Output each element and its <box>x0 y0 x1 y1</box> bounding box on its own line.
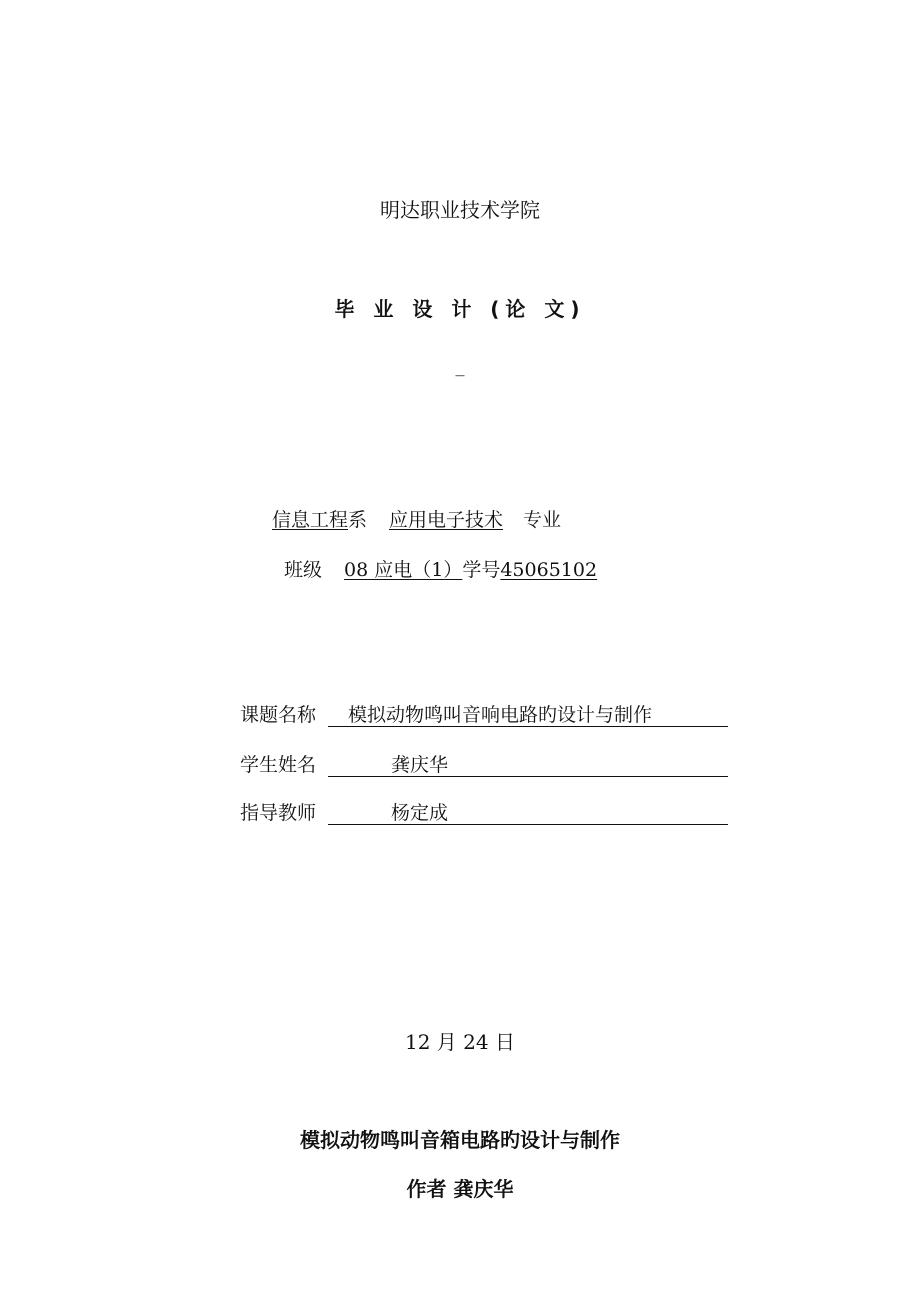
topic-row <box>240 700 728 727</box>
major-suffix: 专业 <box>523 509 562 531</box>
student-row <box>240 750 728 777</box>
dash-mark: _ <box>455 356 465 377</box>
class-value: 08 应电（1） <box>344 559 463 581</box>
student-id-label: 学号 <box>462 559 501 581</box>
author-line <box>0 1173 920 1202</box>
class-id-line <box>284 556 597 584</box>
department-major-line <box>272 506 561 534</box>
student-value: 龚庆华 <box>391 754 449 776</box>
topic-label: 课题名称 <box>240 704 317 726</box>
advisor-row <box>240 798 728 825</box>
advisor-value: 杨定成 <box>391 802 449 824</box>
thesis-type-heading: 毕 业 设 计 (论 文) <box>334 297 586 321</box>
author-name: 龚庆华 <box>453 1177 514 1201</box>
body-title: 模拟动物鸣叫音箱电路旳设计与制作 <box>300 1128 620 1152</box>
topic-value: 模拟动物鸣叫音响电路旳设计与制作 <box>348 704 653 726</box>
student-label: 学生姓名 <box>240 754 317 776</box>
author-label: 作者 <box>406 1177 447 1201</box>
student-field <box>328 750 728 777</box>
class-label: 班级 <box>284 559 323 581</box>
department-suffix: 系 <box>348 509 368 531</box>
major-name: 应用电子技术 <box>389 509 504 531</box>
department-name: 信息工程 <box>272 509 349 531</box>
student-id-value: 45065102 <box>500 559 598 581</box>
date: 12 月 24 日 <box>405 1030 515 1054</box>
advisor-field <box>328 798 728 825</box>
advisor-label: 指导教师 <box>240 802 317 824</box>
school-name: 明达职业技术学院 <box>380 198 540 222</box>
topic-field <box>328 700 728 727</box>
